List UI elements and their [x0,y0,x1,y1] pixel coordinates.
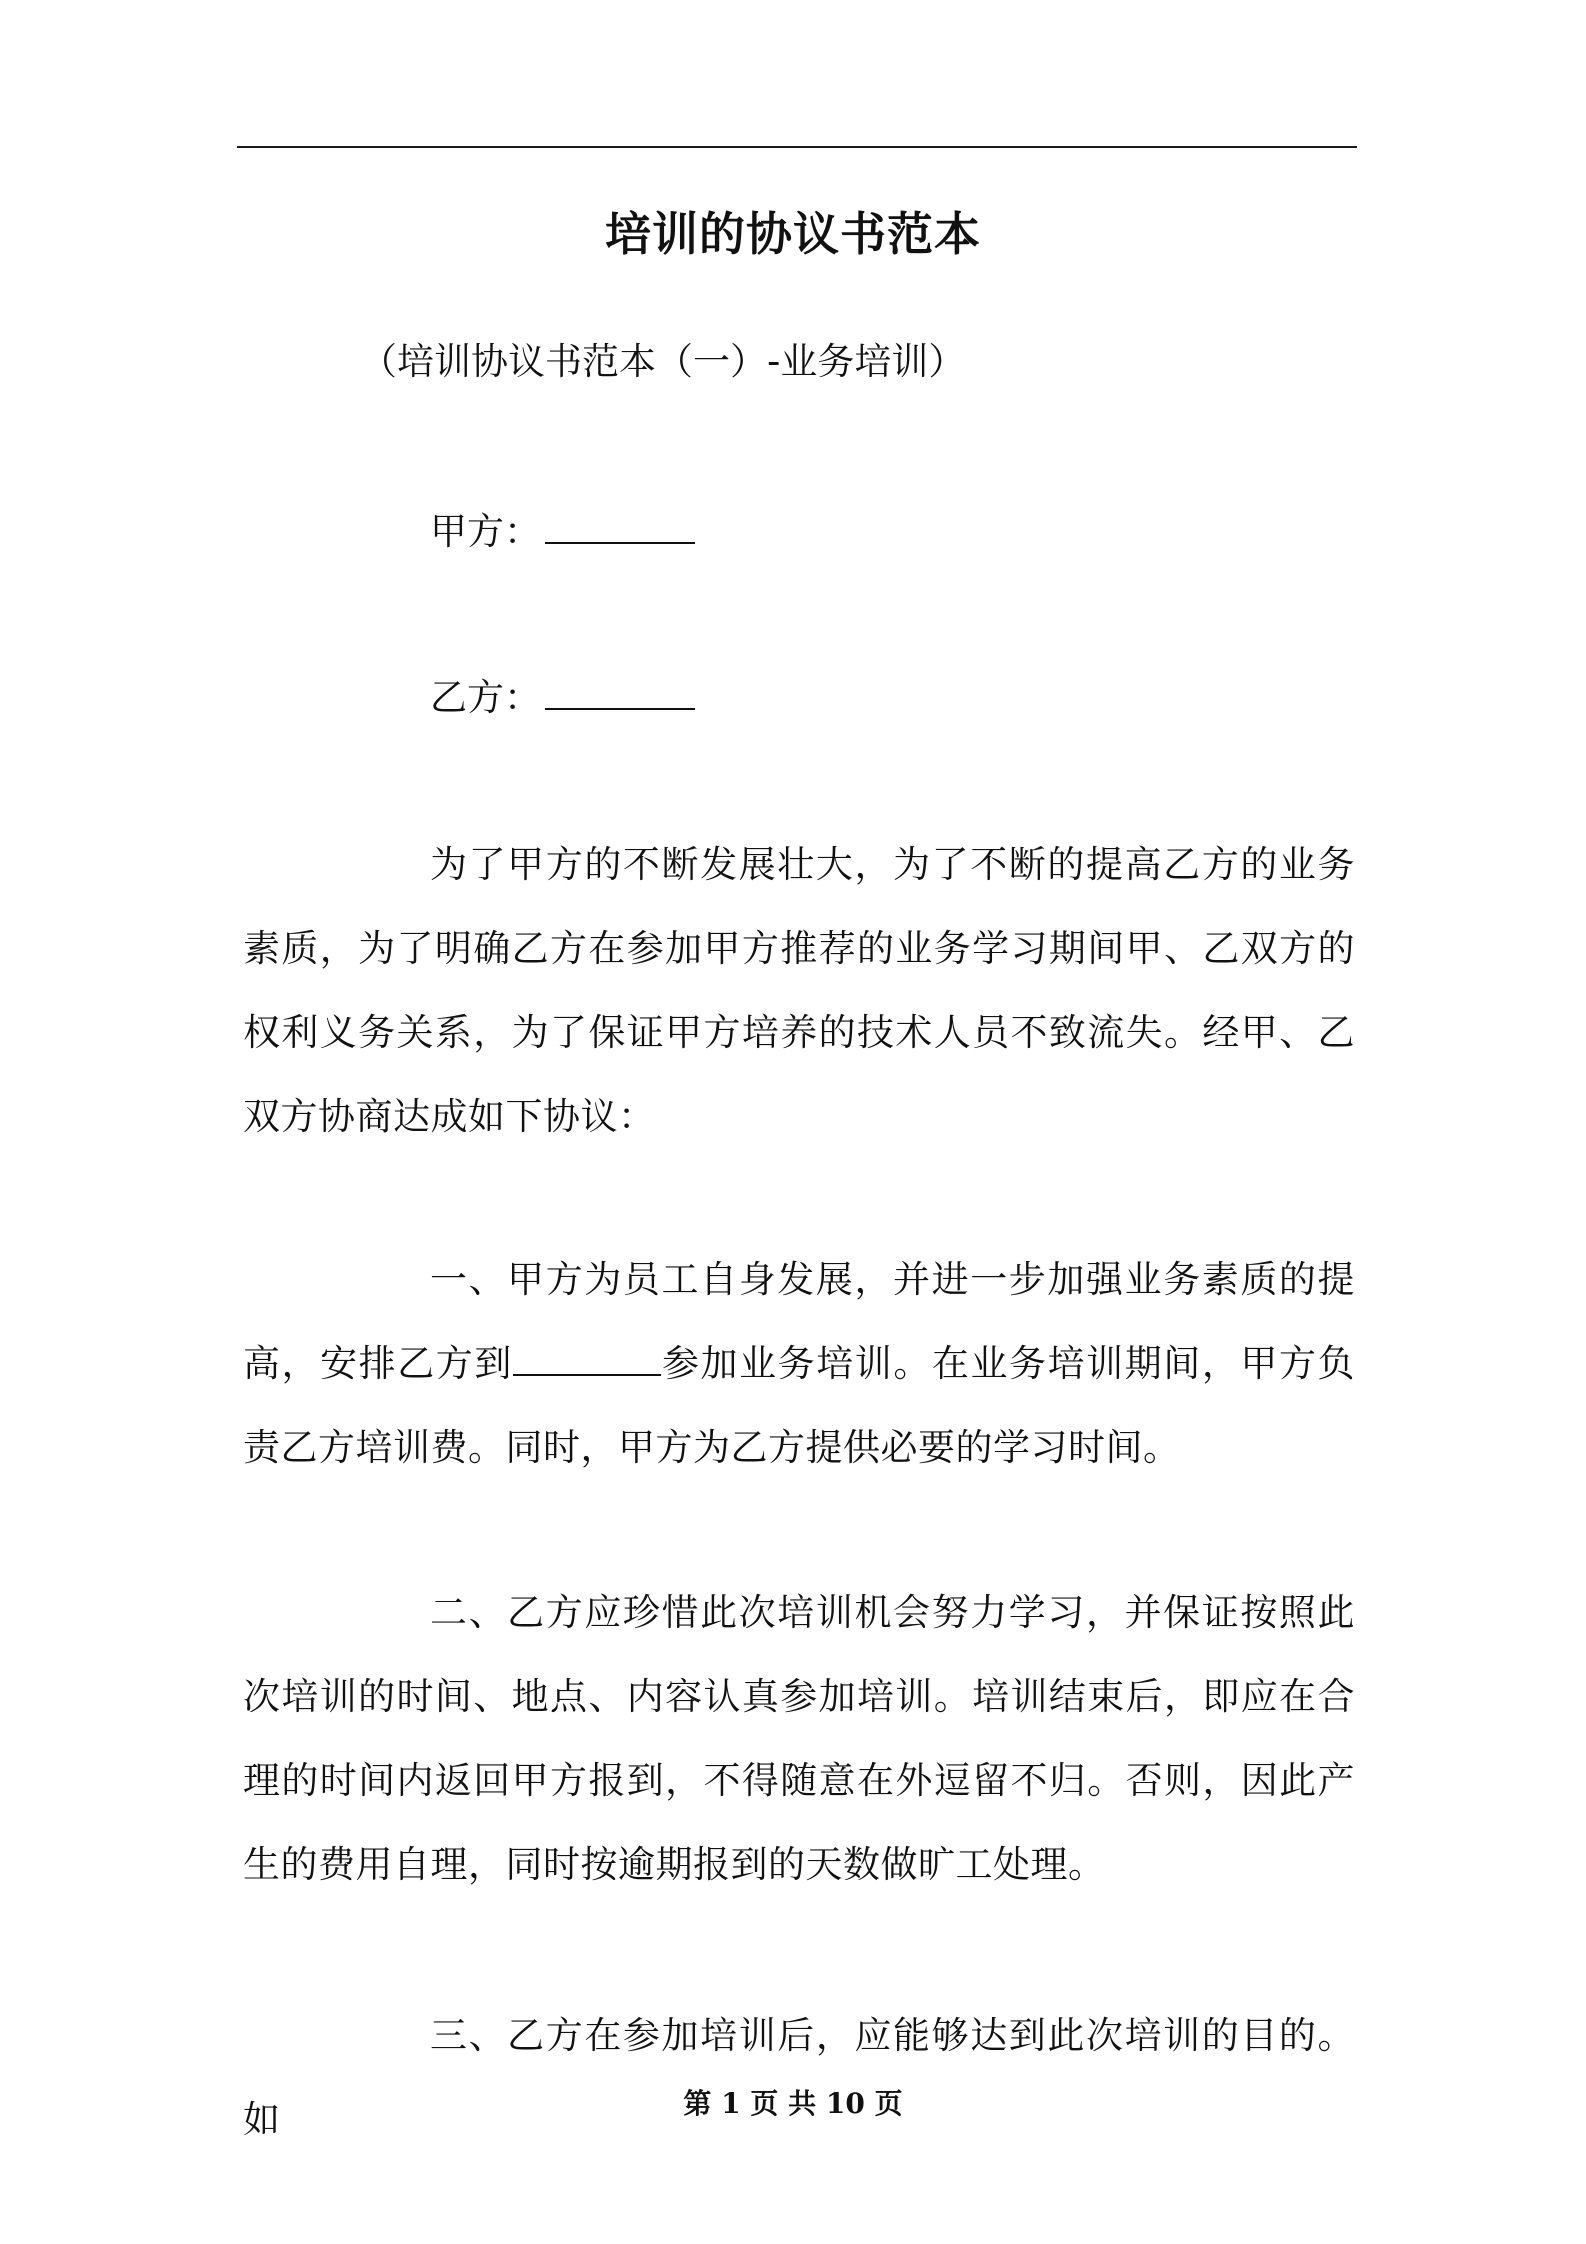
page-number: 第 1 页 共 10 页 [683,2087,903,2120]
document-subtitle: （培训协议书范本（一）-业务培训） [360,340,966,383]
party-a-blank [545,502,695,544]
party-a-line [430,502,695,562]
party-b-line [430,668,695,728]
training-location-blank [513,1338,661,1376]
clause-2-paragraph: 二、乙方应珍惜此次培训机会努力学习，并保证按照此次培训的时间、地点、内容认真参加培训。培训结束后，即应在合理的时间内返回甲方报到，不得随意在外逗留不归。否则，因此产生的费用自理，同时按逾期报到的天数做旷工处理。 [243,1591,1355,1886]
clause-3-paragraph: 三、乙方在参加培训后，应能够达到此次培训的目的。如 [243,2014,1355,2141]
party-a-label: 甲方： [430,510,541,553]
clause-1-text-before: 一、甲方为员工自身发展，并进一步加强业务素质的提高，安排乙方到 [243,1258,1355,1385]
clause-1-paragraph [243,1238,1355,1490]
party-b-label: 乙方： [430,676,541,719]
clause-1-text-after: 参加业务培训。在业务培训期间，甲方负责乙方培训费。同时，甲方为乙方提供必要的学习时间。 [243,1342,1356,1469]
party-b-blank [545,668,695,710]
document-title: 培训的协议书范本 [605,207,981,261]
intro-paragraph: 为了甲方的不断发展壮大，为了不断的提高乙方的业务素质，为了明确乙方在参加甲方推荐的业务学习期间甲、乙双方的权利义务关系，为了保证甲方培养的技术人员不致流失。经甲、乙双方协商达成如下协议： [243,843,1355,1138]
header-rule [237,146,1357,148]
